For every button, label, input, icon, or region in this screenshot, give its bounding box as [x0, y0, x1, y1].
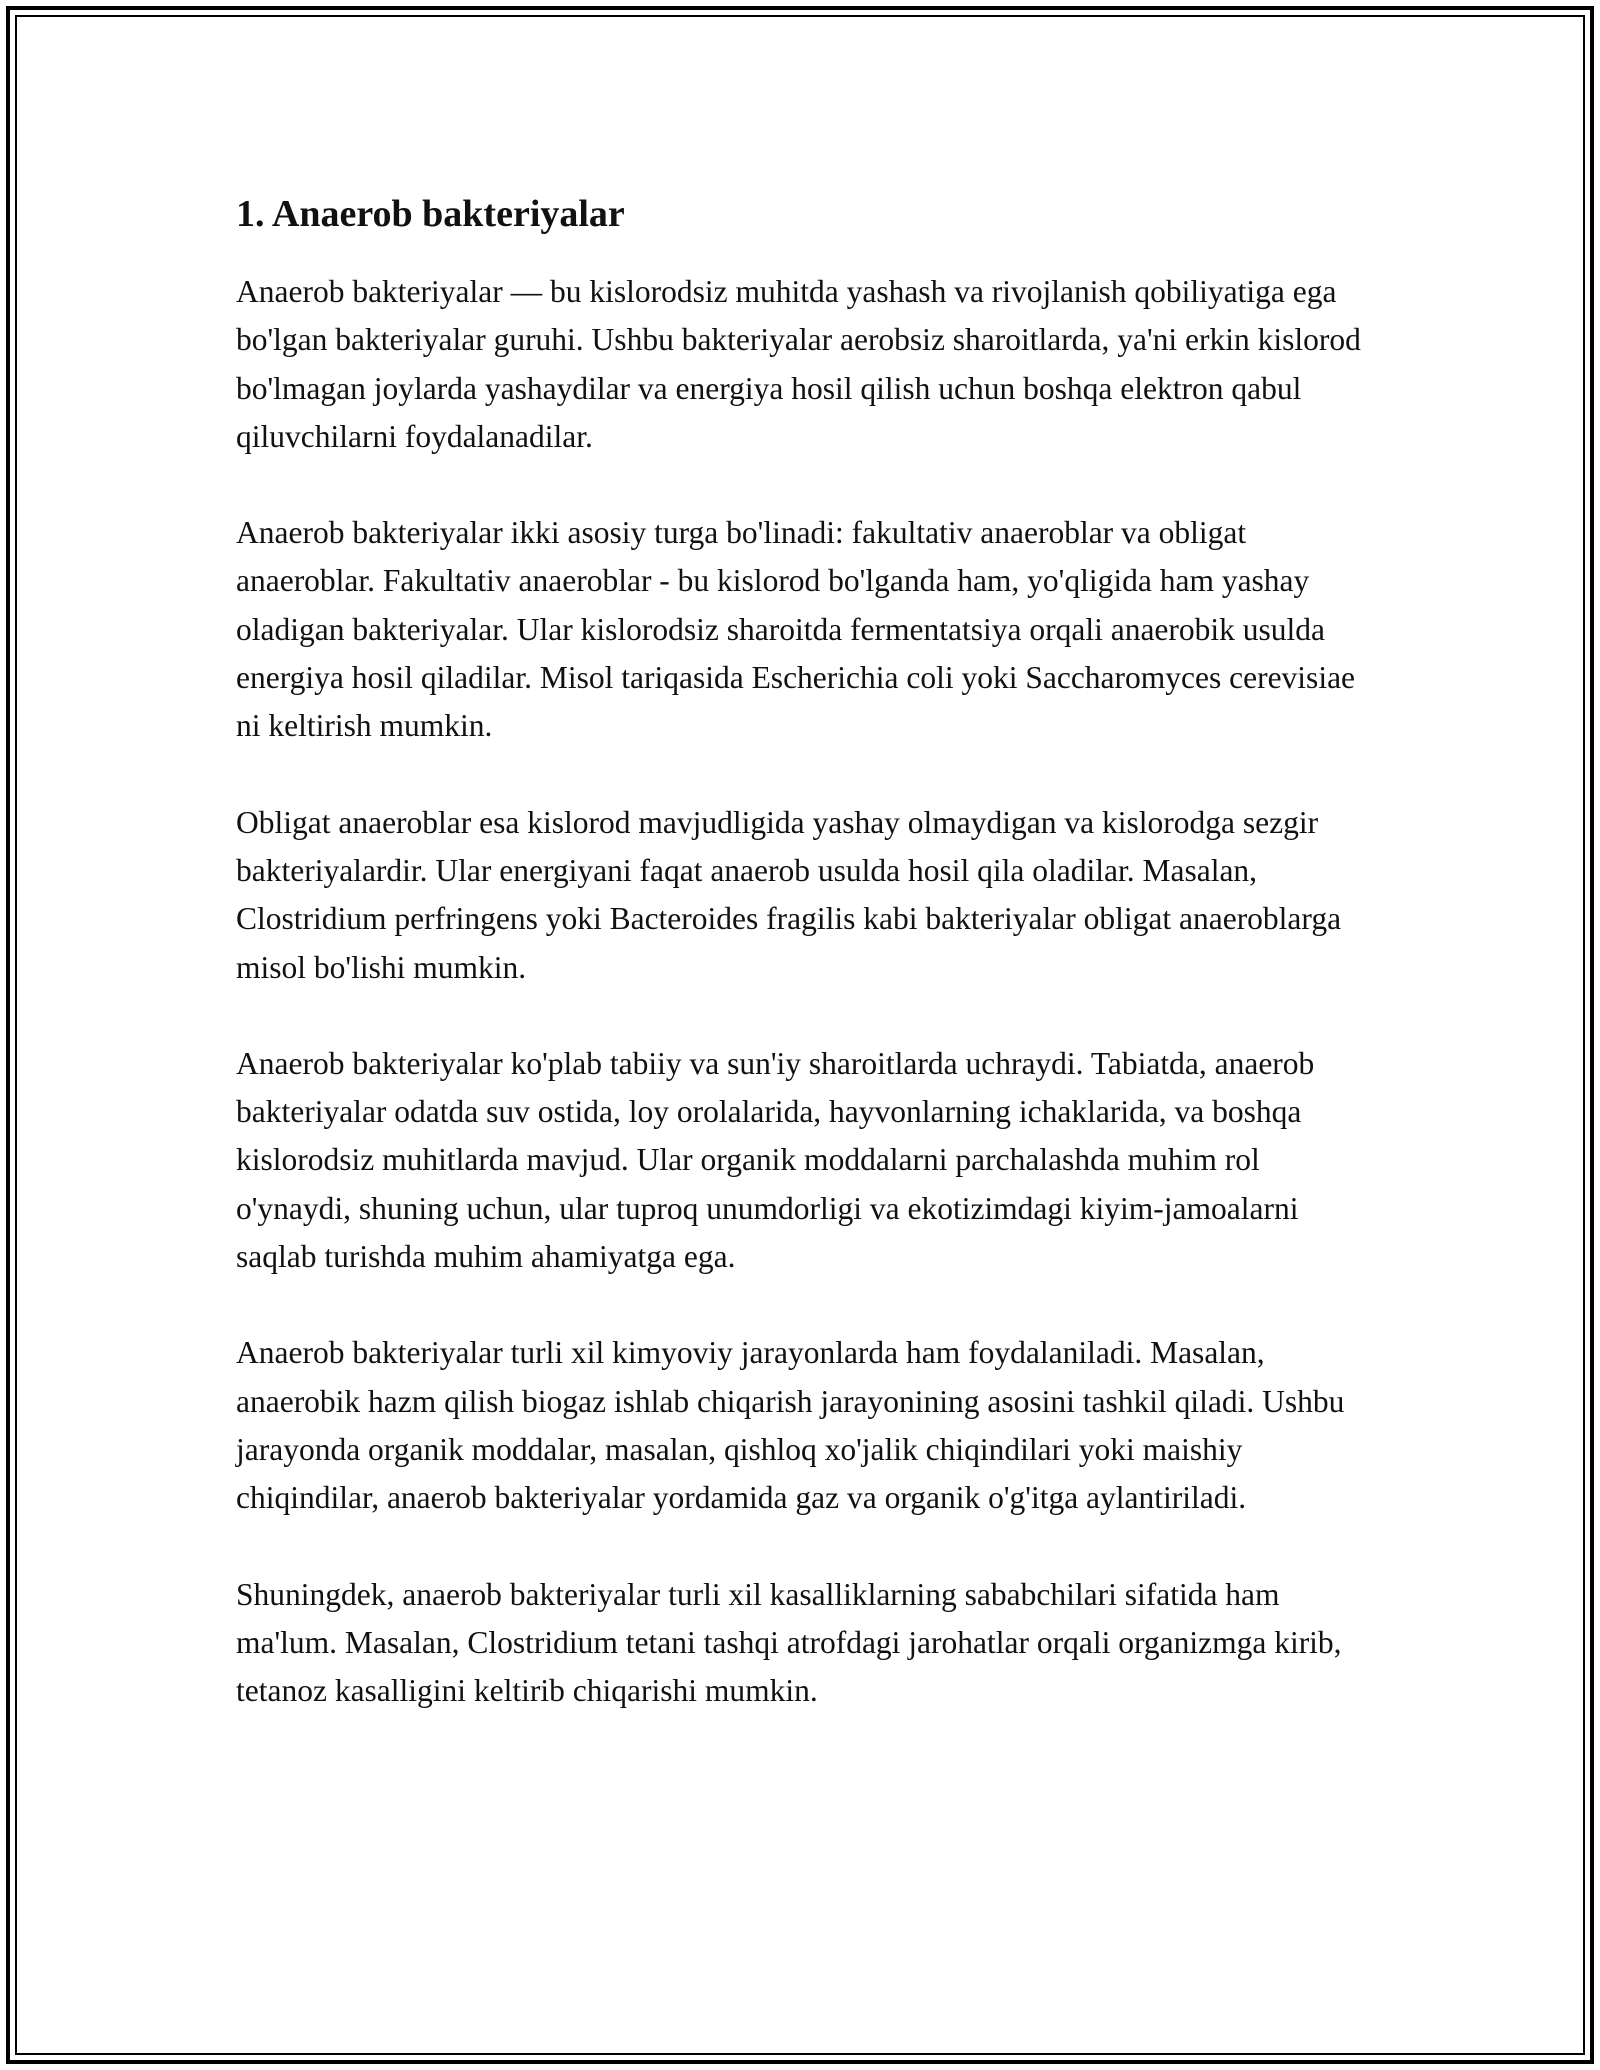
- document-body: [236, 186, 1376, 1763]
- paragraph-4: Anaerob bakteriyalar ko'plab tabiiy va sun'iy sharoitlarda uchraydi. Tabiatda, anaerob bakteriyalar odatda suv ostida, loy orolalarida, hayvonlarning ichaklarida, va boshqa kislorodsiz muhitlarda mavjud. Ular organik moddalarni parchalashda muhim rol o'ynaydi, shuning uchun, ular tuproq unumdorligi va ekotizimdagi kiyim-jamoalarni saqlab turishda muhim ahamiyatga ega.: [236, 1045, 1315, 1275]
- paragraph-5: Anaerob bakteriyalar turli xil kimyoviy jarayonlarda ham foydalaniladi. Masalan, anaerobik hazm qilish biogaz ishlab chiqarish jarayonining asosini tashkil qiladi. Ushbu jarayonda organik moddalar, masalan, qishloq xo'jalik chiqindilari yoki maishiy chiqindilar, anaerob bakteriyalar yordamida gaz va organik o'g'itga aylantiriladi.: [236, 1335, 1345, 1516]
- paragraph-1: Anaerob bakteriyalar — bu kislorodsiz muhitda yashash va rivojlanish qobiliyatiga ega bo'lgan bakteriyalar guruhi. Ushbu bakteriyalar aerobsiz sharoitlarda, ya'ni erkin kislorod bo'lmagan joylarda yashaydilar va energiya hosil qilish uchun boshqa elektron qabul qiluvchilarni foydalanadilar.: [236, 274, 1361, 454]
- section-heading: 1. Anaerob bakteriyalar: [236, 193, 625, 235]
- paragraph-2: Anaerob bakteriyalar ikki asosiy turga bo'linadi: fakultativ anaeroblar va obligat anaeroblar. Fakultativ anaeroblar - bu kislorod bo'lganda ham, yo'qligida ham yashay oladigan bakteriyalar. Ular kislorodsiz sharoitda fermentatsiya orqali anaerobik usulda energiya hosil qiladilar. Misol tariqasida Escherichia coli yoki Saccharomyces cerevisiae ni keltirish mumkin.: [236, 515, 1356, 744]
- paragraph-6: Shuningdek, anaerob bakteriyalar turli xil kasalliklarning sababchilari sifatida ham ma'lum. Masalan, Clostridium tetani tashqi atrofdagi jarohatlar orqali organizmga kirib, tetanoz kasalligini keltirib chiqarishi mumkin.: [236, 1576, 1342, 1709]
- paragraph-3: Obligat anaeroblar esa kislorod mavjudligida yashay olmaydigan va kislorodga sezgir bakteriyalardir. Ular energiyani faqat anaerob usulda hosil qila oladilar. Masalan, Clostridium perfringens yoki Bacteroides fragilis kabi bakteriyalar obligat anaeroblarga misol bo'lishi mumkin.: [236, 804, 1342, 985]
